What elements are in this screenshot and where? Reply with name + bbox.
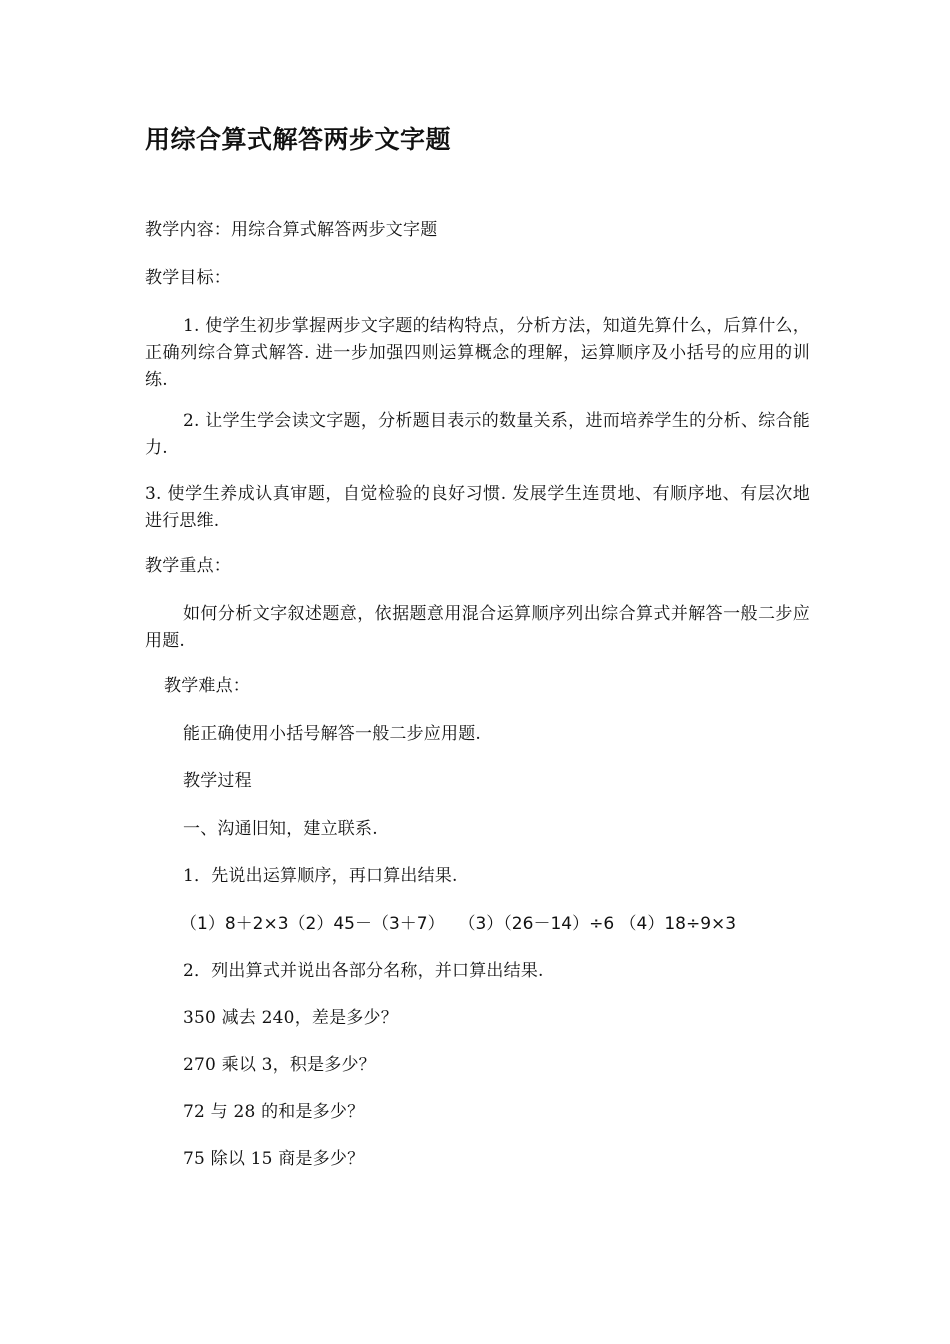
question-2: 270 乘以 3，积是多少？ xyxy=(183,1055,376,1075)
arithmetic-expressions: （1）8＋2×3（2）45－（3＋7） （3）（26－14）÷6 （4）18÷9×3 xyxy=(180,914,737,934)
question-4: 75 除以 15 商是多少？ xyxy=(183,1149,365,1169)
teaching-focus-heading: 教学重点： xyxy=(145,556,231,576)
teaching-focus-text: 如何分析文字叙述题意，依据题意用混合运算顺序列出综合算式并解答一般二步应用题. xyxy=(145,604,810,651)
teaching-goal-3: 3. 使学生养成认真审题，自觉检验的良好习惯. 发展学生连贯地、有顺序地、有层次地进行思维. xyxy=(145,484,810,531)
document-title: 用综合算式解答两步文字题 xyxy=(145,125,452,154)
teaching-process-heading: 教学过程 xyxy=(183,771,252,791)
teaching-goals-heading: 教学目标： xyxy=(145,268,231,288)
teaching-goal-2: 2. 让学生学会读文字题，分析题目表示的数量关系，进而培养学生的分析、综合能力. xyxy=(145,411,810,458)
section-heading-1: 一、沟通旧知，建立联系. xyxy=(183,819,378,839)
teaching-content-line: 教学内容：用综合算式解答两步文字题 xyxy=(145,220,438,240)
teaching-difficulty-text: 能正确使用小括号解答一般二步应用题. xyxy=(183,724,482,744)
teaching-difficulty-heading: 教学难点： xyxy=(164,676,250,696)
question-3: 72 与 28 的和是多少？ xyxy=(183,1102,365,1122)
question-1: 350 减去 240，差是多少？ xyxy=(183,1008,398,1028)
teaching-goal-1: 1. 使学生初步掌握两步文字题的结构特点，分析方法，知道先算什么，后算什么，正确列综合算式解答. 进一步加强四则运算概念的理解，运算顺序及小括号的应用的训练. xyxy=(145,316,810,390)
exercise-item-1: 1．先说出运算顺序，再口算出结果. xyxy=(183,866,458,886)
exercise-item-2: 2．列出算式并说出各部分名称，并口算出结果. xyxy=(183,961,544,981)
